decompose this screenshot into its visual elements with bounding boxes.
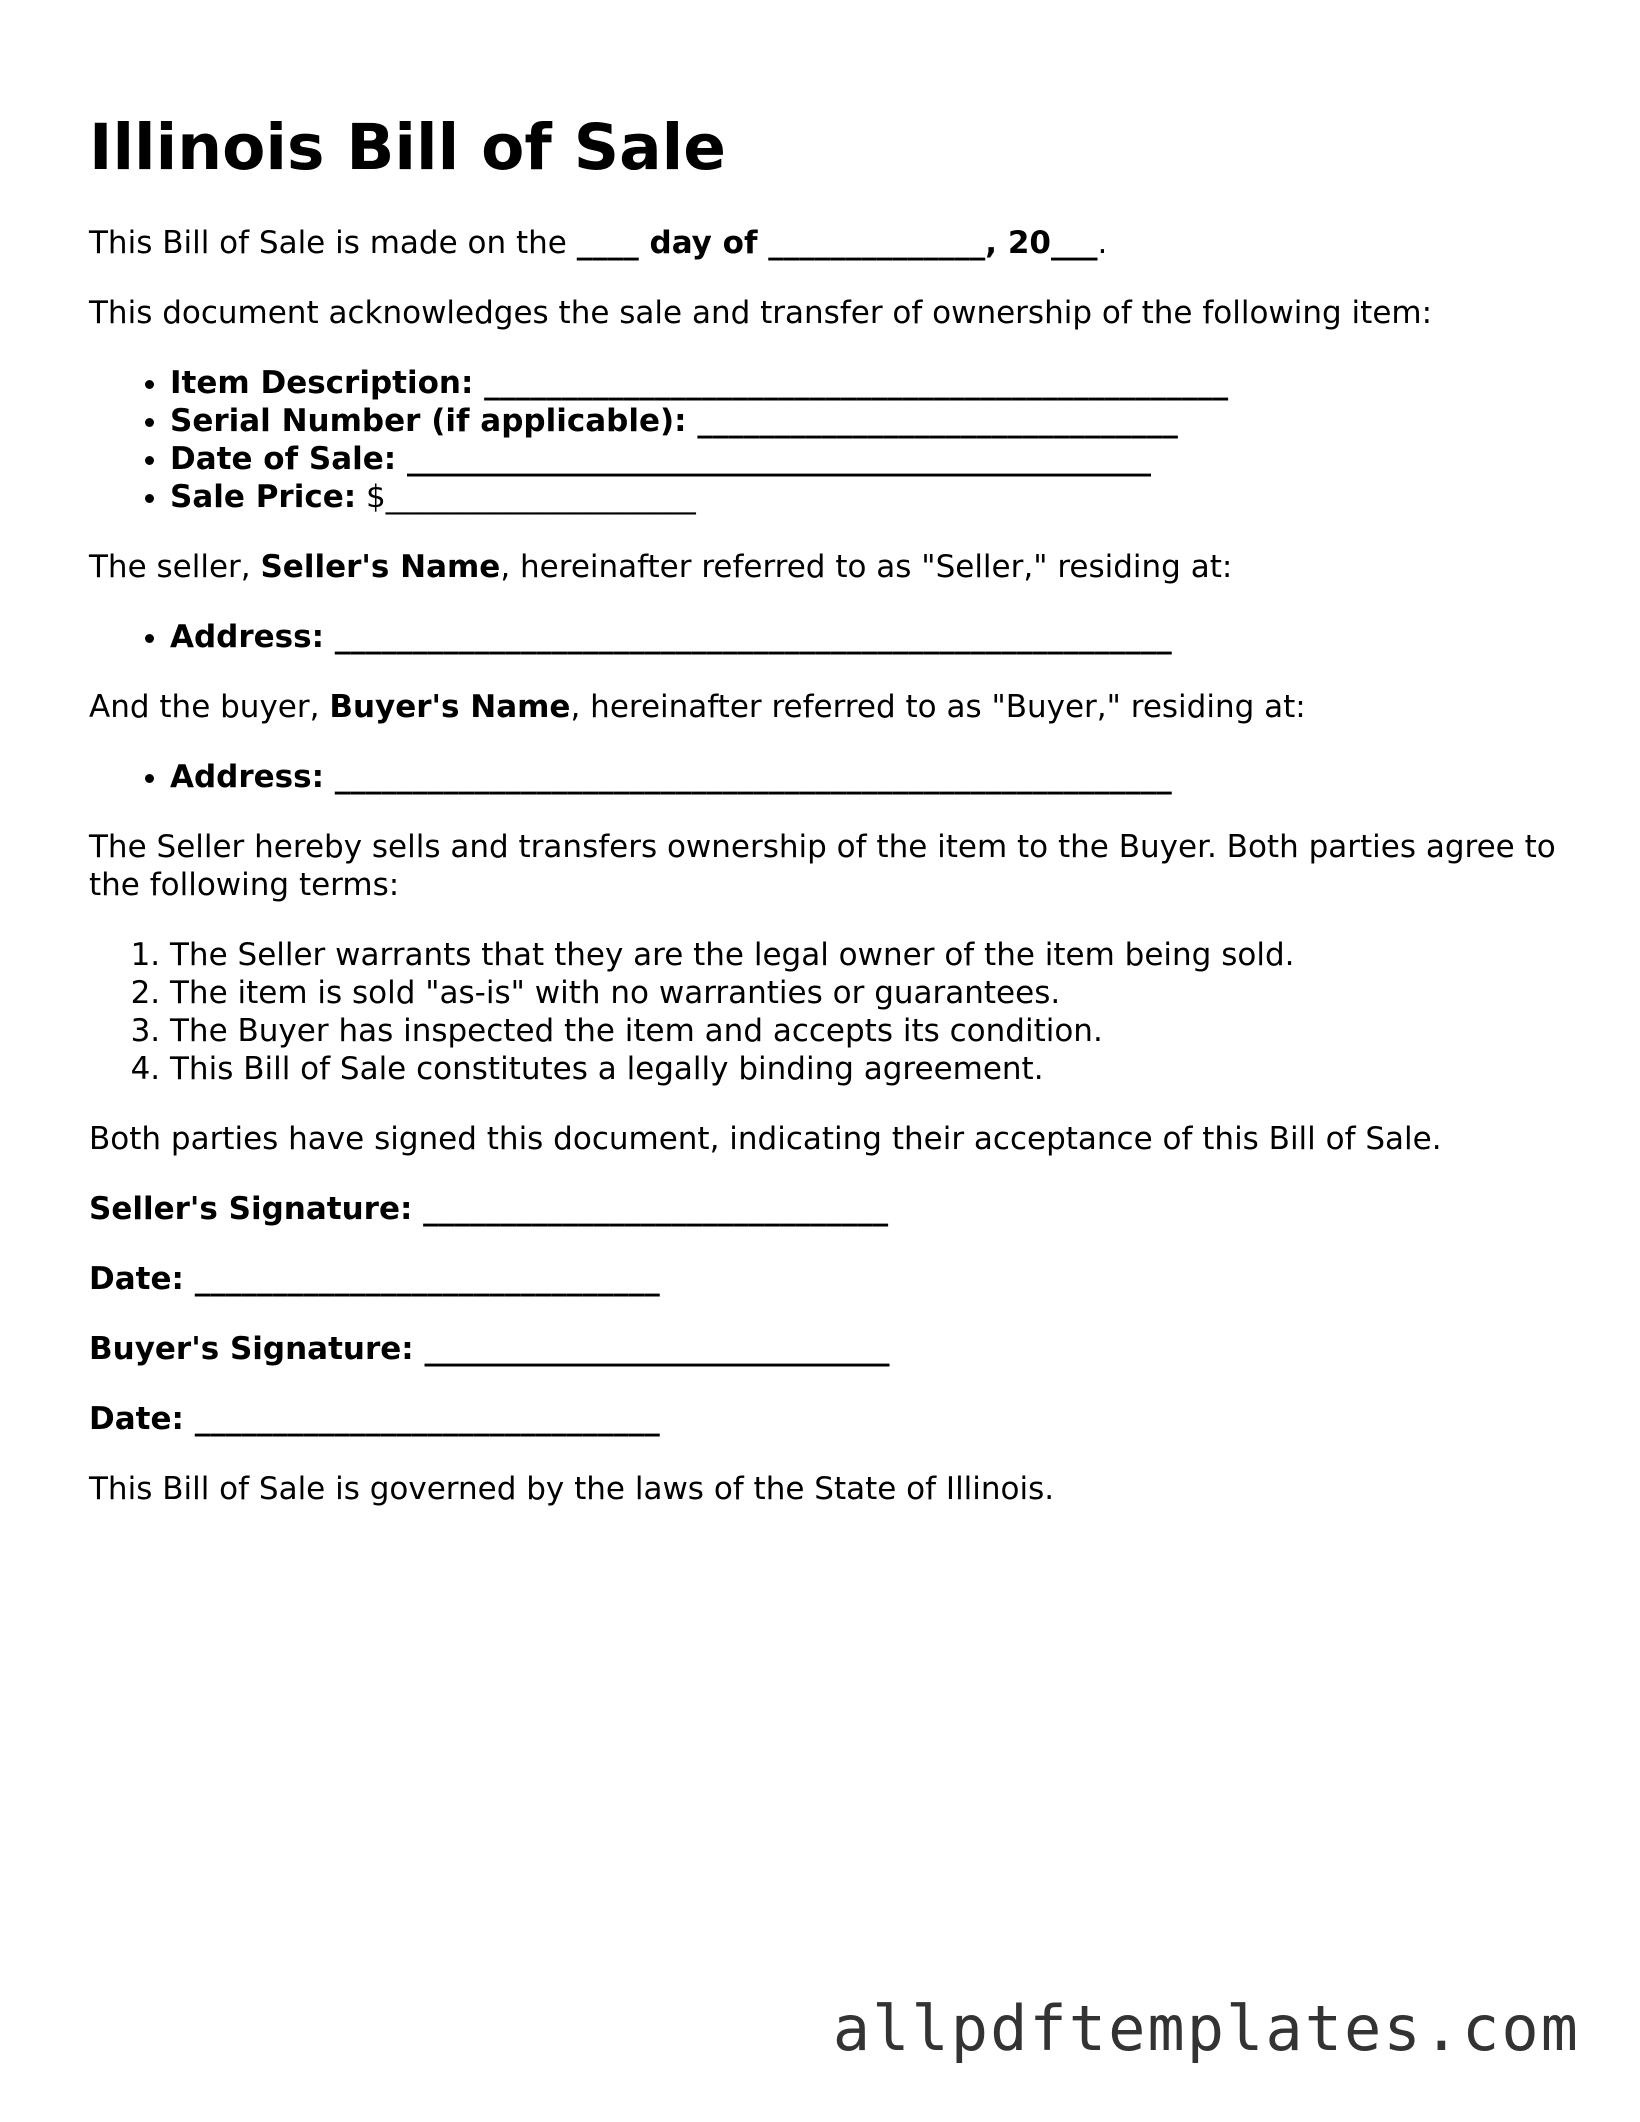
sale-price-label: Sale Price:: [170, 478, 357, 515]
seller-date-label: Date:: [89, 1260, 184, 1297]
buyer-date-label: Date:: [89, 1400, 184, 1437]
seller-signature-line: [89, 1190, 1569, 1228]
terms-list: [89, 936, 1569, 1088]
buyer-paragraph: [89, 688, 1569, 726]
buyer-address-list: [89, 758, 1569, 796]
buyer-signature-blank: ______________________________: [413, 1330, 890, 1367]
watermark: allpdftemplates.com: [832, 1992, 1580, 2065]
seller-date-blank: ______________________________: [183, 1260, 660, 1297]
buyer-date-line: [89, 1400, 1569, 1438]
intro-prefix: This Bill of Sale is made on the: [89, 224, 577, 261]
intro-blank-month: ______________: [768, 224, 986, 261]
document-page: [89, 110, 1569, 1540]
buyer-suffix: , hereinafter referred to as "Buyer," residing at:: [570, 688, 1306, 725]
intro-paragraph: [89, 224, 1569, 262]
item-description-blank: ________________________________________________: [473, 364, 1229, 401]
buyer-signature-label: Buyer's Signature:: [89, 1330, 414, 1367]
list-item: 1. The Seller warrants that they are the legal owner of the item being sold.: [170, 936, 1569, 974]
seller-prefix: The seller,: [89, 548, 261, 585]
list-item: 2. The item is sold "as-is" with no warranties or guarantees.: [170, 974, 1569, 1012]
intro-blank-day: ____: [576, 224, 639, 261]
seller-signature-label: Seller's Signature:: [89, 1190, 413, 1227]
acceptance-paragraph: Both parties have signed this document, indicating their acceptance of this Bill of Sale.: [89, 1120, 1442, 1157]
buyer-address-blank: ______________________________________________________: [324, 758, 1172, 795]
list-item: [170, 618, 1569, 656]
transfer-paragraph: The Seller hereby sells and transfers ownership of the item to the Buyer. Both parties agree to the following terms:: [89, 828, 1566, 903]
seller-date-line: [89, 1260, 1569, 1298]
sale-price-blank: $____________________: [356, 478, 696, 515]
item-details-list: [89, 364, 1569, 516]
intro-day-of: day of: [638, 224, 769, 261]
serial-number-label: Serial Number (if applicable):: [170, 402, 687, 439]
list-item: [170, 758, 1569, 796]
acknowledge-paragraph: This document acknowledges the sale and transfer of ownership of the following item:: [89, 294, 1433, 331]
serial-number-blank: _______________________________: [686, 402, 1178, 439]
seller-signature-blank: ______________________________: [412, 1190, 889, 1227]
seller-address-blank: ______________________________________________________: [324, 618, 1172, 655]
date-of-sale-label: Date of Sale:: [170, 440, 397, 477]
list-item: [170, 478, 1569, 516]
list-item: [170, 440, 1569, 478]
intro-suffix: .: [1097, 224, 1108, 261]
list-item: [170, 402, 1569, 440]
list-item: 3. The Buyer has inspected the item and accepts its condition.: [170, 1012, 1569, 1050]
seller-suffix: , hereinafter referred to as "Seller," residing at:: [500, 548, 1233, 585]
seller-name: Seller's Name: [260, 548, 501, 585]
buyer-address-label: Address:: [170, 758, 324, 795]
seller-address-label: Address:: [170, 618, 324, 655]
buyer-signature-line: [89, 1330, 1569, 1368]
buyer-prefix: And the buyer,: [89, 688, 330, 725]
seller-address-list: [89, 618, 1569, 656]
seller-paragraph: [89, 548, 1569, 586]
list-item: [170, 364, 1569, 402]
intro-year: , 20___: [985, 224, 1098, 261]
date-of-sale-blank: ________________________________________________: [396, 440, 1151, 477]
list-item: 4. This Bill of Sale constitutes a legally binding agreement.: [170, 1050, 1569, 1088]
governing-law-paragraph: This Bill of Sale is governed by the laws of the State of Illinois.: [89, 1470, 1055, 1507]
item-description-label: Item Description:: [170, 364, 474, 401]
buyer-name: Buyer's Name: [329, 688, 571, 725]
page-title: Illinois Bill of Sale: [89, 111, 726, 184]
buyer-date-blank: ______________________________: [183, 1400, 660, 1437]
